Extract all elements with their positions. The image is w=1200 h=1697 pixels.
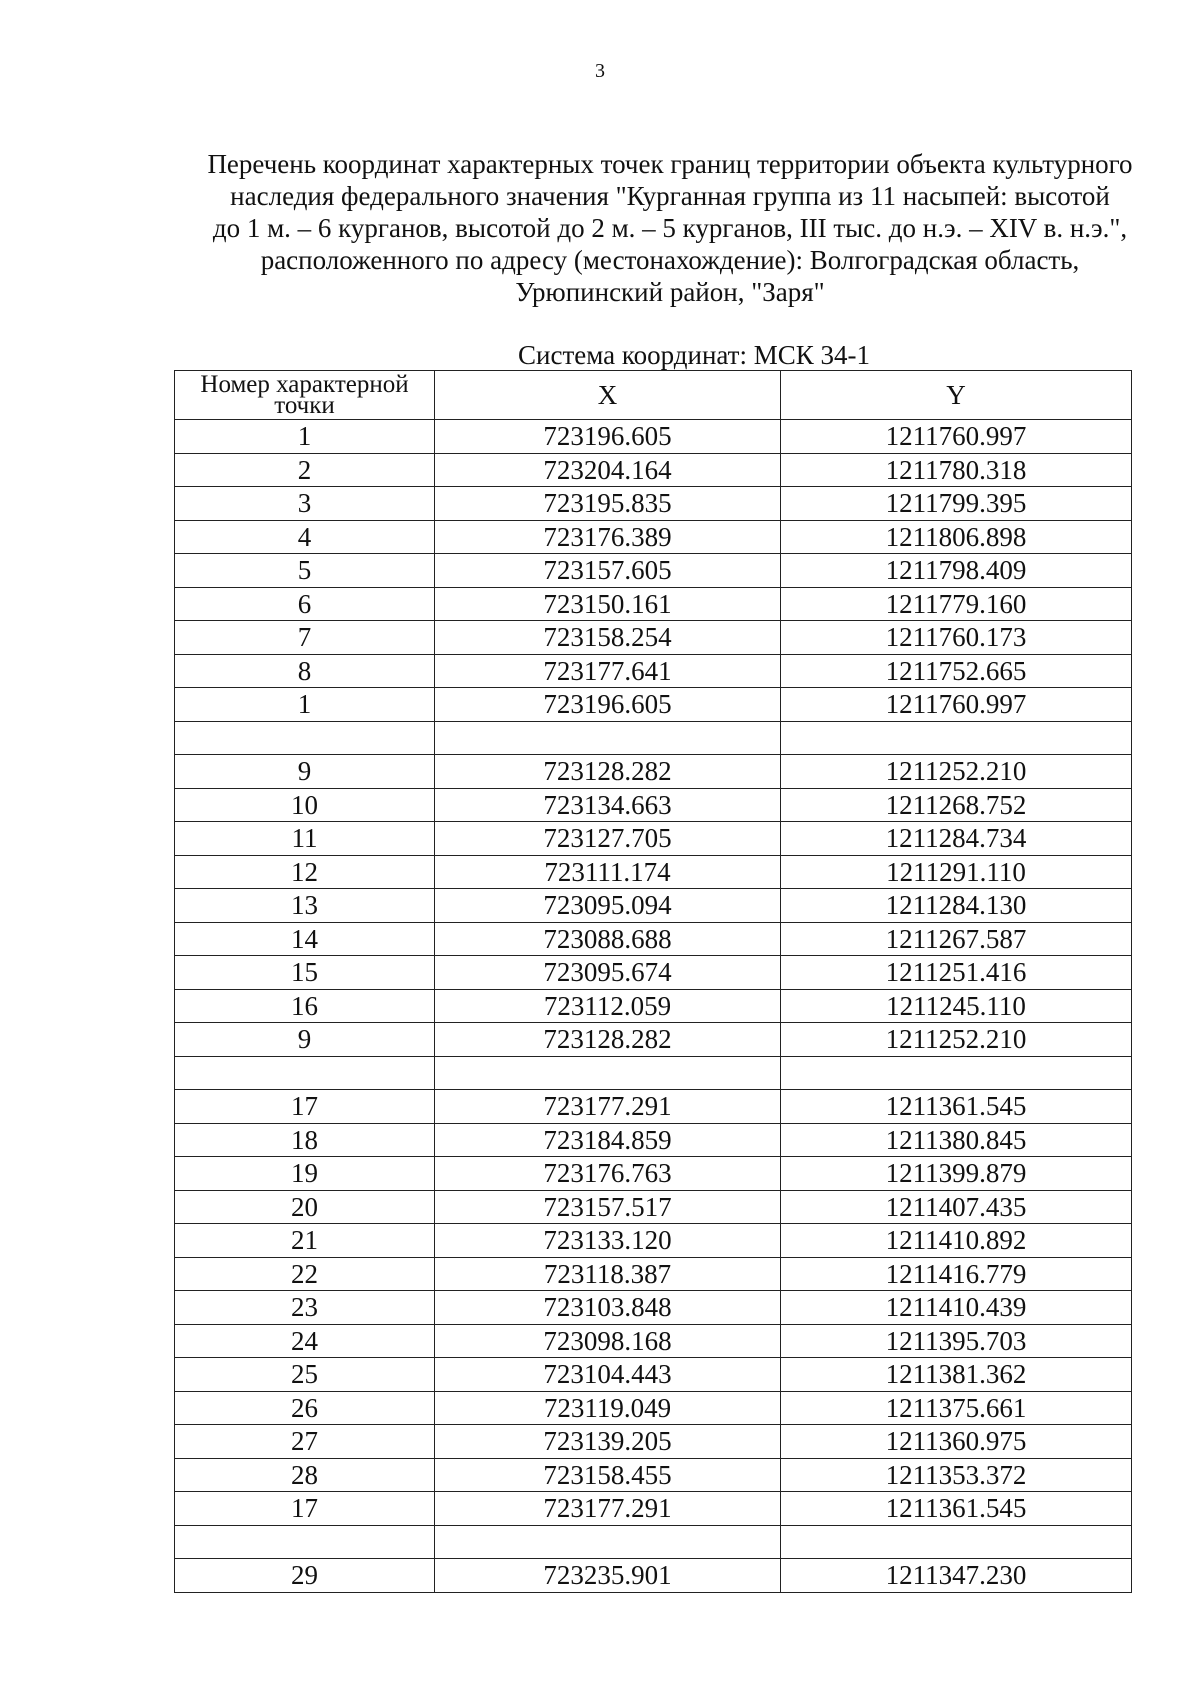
cell-y: 1211399.879 [781, 1157, 1132, 1191]
title-line: до 1 м. – 6 курганов, высотой до 2 м. – 5 курганов, III тыс. до н.э. – XIV в. н.э.", [212, 213, 1128, 243]
table-row [175, 989, 1132, 1023]
cell-y: 1211760.997 [781, 688, 1132, 722]
table-header [175, 371, 1132, 420]
cell-x: 723196.605 [435, 688, 781, 722]
cell-point-number: 8 [175, 654, 435, 688]
cell-y: 1211380.845 [781, 1123, 1132, 1157]
cell-x: 723157.605 [435, 554, 781, 588]
table-row [175, 956, 1132, 990]
cell-point-number: 6 [175, 587, 435, 621]
cell-point-number [175, 1525, 435, 1559]
cell-y: 1211252.210 [781, 1023, 1132, 1057]
table-row [175, 889, 1132, 923]
cell-point-number: 9 [175, 755, 435, 789]
cell-point-number: 19 [175, 1157, 435, 1191]
cell-x: 723176.389 [435, 520, 781, 554]
table-row [175, 721, 1132, 755]
table-row [175, 1458, 1132, 1492]
cell-y: 1211806.898 [781, 520, 1132, 554]
table-row [175, 587, 1132, 621]
title-line: наследия федерального значения "Курганная группа из 11 насыпей: высотой [230, 181, 1110, 211]
cell-x: 723158.254 [435, 621, 781, 655]
cell-point-number: 10 [175, 788, 435, 822]
title-line: Перечень координат характерных точек границ территории объекта культурного [207, 149, 1133, 179]
table-row [175, 1559, 1132, 1593]
table-row [175, 922, 1132, 956]
table-row [175, 520, 1132, 554]
cell-x: 723235.901 [435, 1559, 781, 1593]
cell-x: 723139.205 [435, 1425, 781, 1459]
cell-y: 1211381.362 [781, 1358, 1132, 1392]
cell-y: 1211267.587 [781, 922, 1132, 956]
cell-point-number: 17 [175, 1090, 435, 1124]
cell-point-number: 18 [175, 1123, 435, 1157]
cell-y: 1211760.997 [781, 420, 1132, 454]
table-row [175, 621, 1132, 655]
cell-x: 723177.291 [435, 1492, 781, 1526]
cell-point-number: 9 [175, 1023, 435, 1057]
cell-point-number: 28 [175, 1458, 435, 1492]
cell-point-number: 12 [175, 855, 435, 889]
cell-point-number: 13 [175, 889, 435, 923]
title-line: расположенного по адресу (местонахождение): Волгоградская область, [260, 245, 1080, 275]
coordinate-system-caption: Система координат: МСК 34-1 [518, 340, 870, 370]
cell-x [435, 721, 781, 755]
cell-y: 1211416.779 [781, 1257, 1132, 1291]
cell-x [435, 1525, 781, 1559]
cell-point-number [175, 1056, 435, 1090]
cell-x: 723177.641 [435, 654, 781, 688]
cell-x: 723196.605 [435, 420, 781, 454]
cell-y: 1211361.545 [781, 1090, 1132, 1124]
cell-point-number: 27 [175, 1425, 435, 1459]
cell-x [435, 1056, 781, 1090]
table-row [175, 1190, 1132, 1224]
cell-x: 723133.120 [435, 1224, 781, 1258]
cell-point-number: 17 [175, 1492, 435, 1526]
cell-x: 723111.174 [435, 855, 781, 889]
table-row [175, 487, 1132, 521]
cell-y: 1211361.545 [781, 1492, 1132, 1526]
table-row [175, 1224, 1132, 1258]
cell-x: 723150.161 [435, 587, 781, 621]
cell-y: 1211779.160 [781, 587, 1132, 621]
table-row [175, 1291, 1132, 1325]
table-row [175, 1056, 1132, 1090]
table-row [175, 554, 1132, 588]
table-row [175, 453, 1132, 487]
title-line: Урюпинский район, "Заря" [515, 277, 825, 307]
cell-x: 723127.705 [435, 822, 781, 856]
cell-point-number: 29 [175, 1559, 435, 1593]
cell-point-number: 11 [175, 822, 435, 856]
cell-point-number: 3 [175, 487, 435, 521]
cell-x: 723128.282 [435, 755, 781, 789]
cell-y: 1211799.395 [781, 487, 1132, 521]
page-number: 3 [595, 60, 605, 82]
cell-point-number [175, 721, 435, 755]
cell-y: 1211395.703 [781, 1324, 1132, 1358]
cell-x: 723128.282 [435, 1023, 781, 1057]
cell-y [781, 1056, 1132, 1090]
table-row [175, 1157, 1132, 1191]
cell-y: 1211268.752 [781, 788, 1132, 822]
table-header-row [175, 371, 1132, 420]
table-row [175, 654, 1132, 688]
table-row [175, 1324, 1132, 1358]
cell-y: 1211284.130 [781, 889, 1132, 923]
cell-y: 1211291.110 [781, 855, 1132, 889]
table-row [175, 1525, 1132, 1559]
cell-x: 723158.455 [435, 1458, 781, 1492]
cell-y: 1211284.734 [781, 822, 1132, 856]
cell-x: 723204.164 [435, 453, 781, 487]
cell-y: 1211245.110 [781, 989, 1132, 1023]
cell-point-number: 25 [175, 1358, 435, 1392]
cell-point-number: 1 [175, 688, 435, 722]
cell-point-number: 14 [175, 922, 435, 956]
cell-x: 723095.674 [435, 956, 781, 990]
cell-point-number: 26 [175, 1391, 435, 1425]
table-row [175, 1090, 1132, 1124]
column-header-point-number: Номер характерной точки [175, 371, 435, 420]
table-row [175, 1023, 1132, 1057]
cell-x: 723098.168 [435, 1324, 781, 1358]
cell-point-number: 15 [175, 956, 435, 990]
cell-y: 1211347.230 [781, 1559, 1132, 1593]
table-row [175, 855, 1132, 889]
column-header-y: Y [781, 371, 1132, 420]
cell-x: 723134.663 [435, 788, 781, 822]
cell-x: 723195.835 [435, 487, 781, 521]
cell-y: 1211410.439 [781, 1291, 1132, 1325]
cell-point-number: 5 [175, 554, 435, 588]
cell-y [781, 721, 1132, 755]
cell-y: 1211760.173 [781, 621, 1132, 655]
table-row [175, 788, 1132, 822]
table-row [175, 1257, 1132, 1291]
cell-x: 723104.443 [435, 1358, 781, 1392]
cell-x: 723184.859 [435, 1123, 781, 1157]
table-row [175, 755, 1132, 789]
cell-x: 723088.688 [435, 922, 781, 956]
table-row [175, 1391, 1132, 1425]
cell-x: 723157.517 [435, 1190, 781, 1224]
table-row [175, 1123, 1132, 1157]
cell-point-number: 7 [175, 621, 435, 655]
cell-y: 1211407.435 [781, 1190, 1132, 1224]
table-row [175, 688, 1132, 722]
cell-point-number: 22 [175, 1257, 435, 1291]
coordinates-table [174, 370, 1132, 1593]
cell-y: 1211375.661 [781, 1391, 1132, 1425]
cell-y: 1211752.665 [781, 654, 1132, 688]
cell-y: 1211252.210 [781, 755, 1132, 789]
cell-x: 723119.049 [435, 1391, 781, 1425]
column-header-x: X [435, 371, 781, 420]
cell-point-number: 2 [175, 453, 435, 487]
cell-y: 1211780.318 [781, 453, 1132, 487]
table-row [175, 420, 1132, 454]
cell-point-number: 16 [175, 989, 435, 1023]
cell-point-number: 21 [175, 1224, 435, 1258]
cell-point-number: 20 [175, 1190, 435, 1224]
cell-x: 723177.291 [435, 1090, 781, 1124]
cell-y: 1211410.892 [781, 1224, 1132, 1258]
table-body [175, 420, 1132, 1593]
cell-x: 723176.763 [435, 1157, 781, 1191]
cell-point-number: 4 [175, 520, 435, 554]
table-row [175, 1425, 1132, 1459]
document-title [150, 148, 1190, 308]
cell-y: 1211798.409 [781, 554, 1132, 588]
cell-y: 1211353.372 [781, 1458, 1132, 1492]
cell-x: 723103.848 [435, 1291, 781, 1325]
cell-y: 1211251.416 [781, 956, 1132, 990]
cell-point-number: 24 [175, 1324, 435, 1358]
cell-x: 723112.059 [435, 989, 781, 1023]
table-row [175, 1492, 1132, 1526]
cell-y [781, 1525, 1132, 1559]
cell-y: 1211360.975 [781, 1425, 1132, 1459]
table-row [175, 822, 1132, 856]
cell-x: 723095.094 [435, 889, 781, 923]
cell-x: 723118.387 [435, 1257, 781, 1291]
table-row [175, 1358, 1132, 1392]
cell-point-number: 23 [175, 1291, 435, 1325]
cell-point-number: 1 [175, 420, 435, 454]
